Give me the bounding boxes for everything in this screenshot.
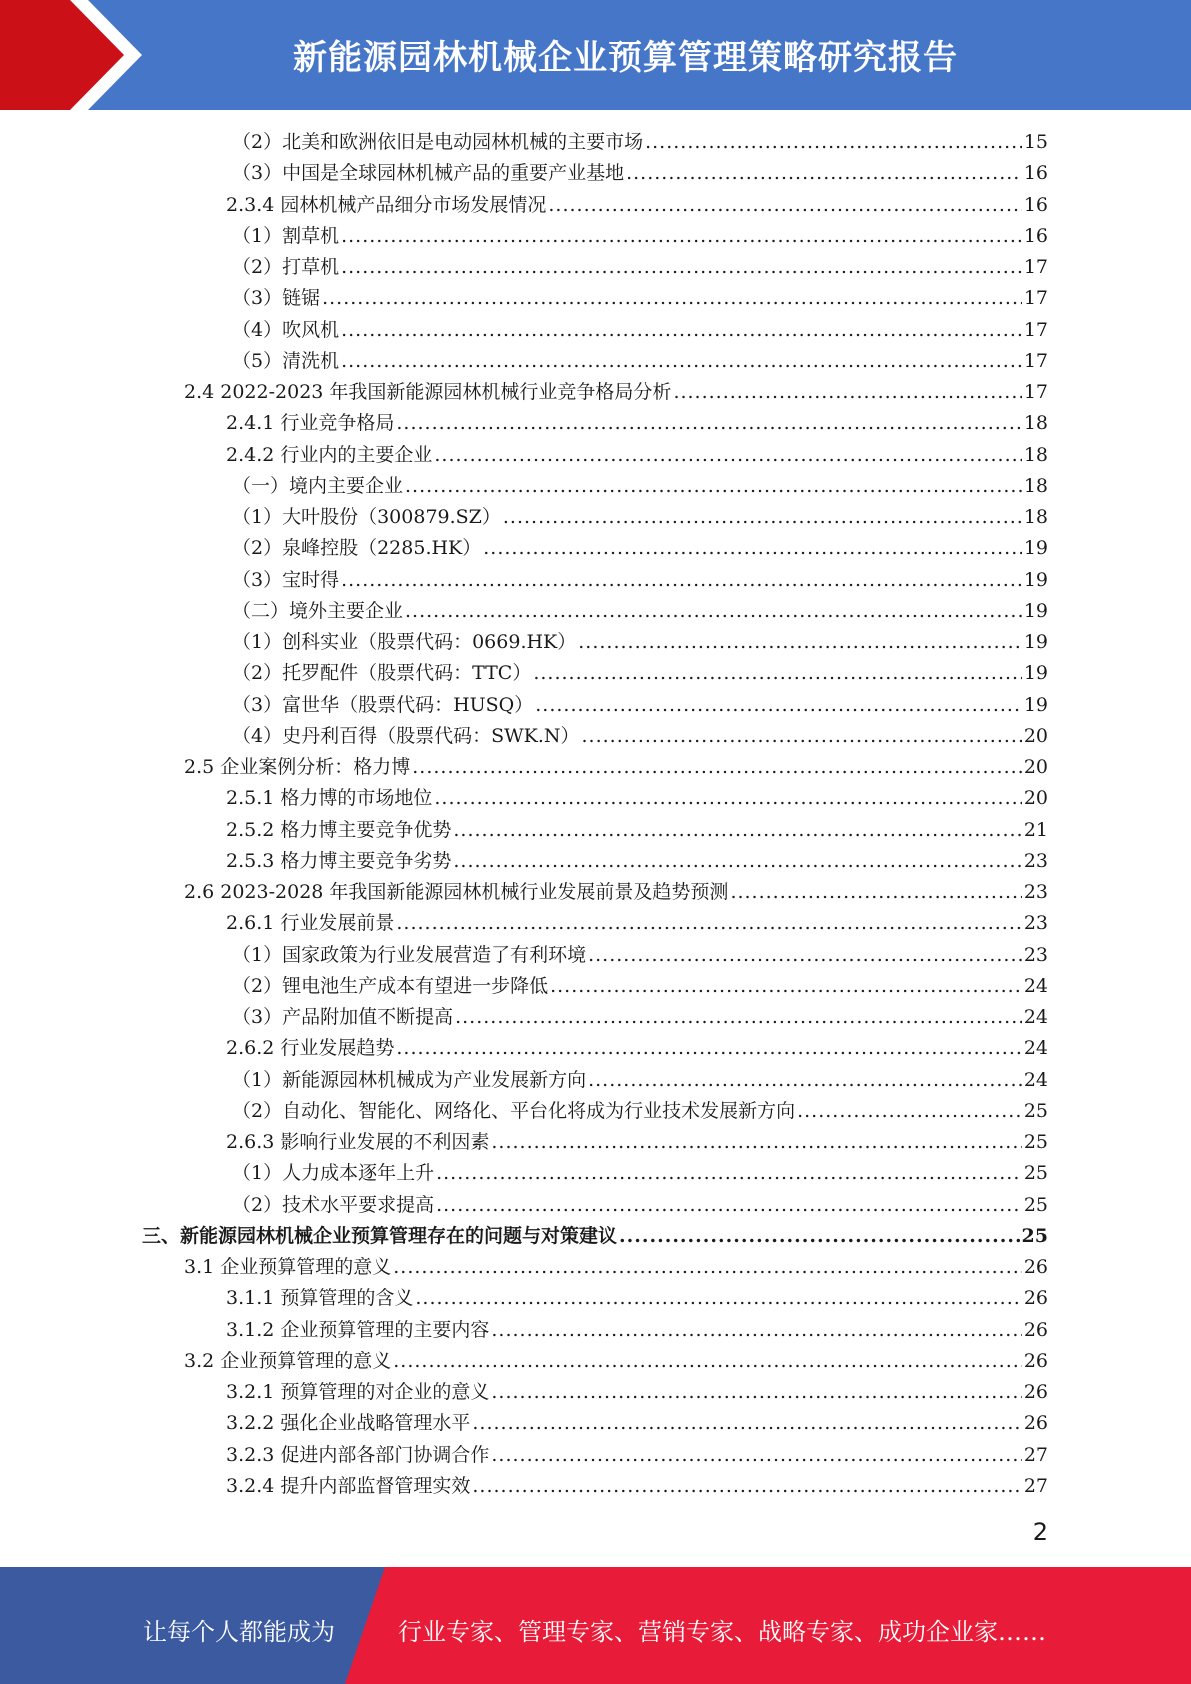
- toc-entry-title: （2）自动化、智能化、网络化、平台化将成为行业技术发展新方向: [232, 1099, 796, 1122]
- toc-entry-title: （3）产品附加值不断提高: [232, 1006, 454, 1028]
- toc-dot-leader: [619, 1221, 1020, 1252]
- toc-entry[interactable]: [0, 1283, 1048, 1314]
- toc-entry-page: 27: [1023, 1443, 1048, 1466]
- toc-entry[interactable]: [0, 471, 1048, 502]
- toc-entry[interactable]: [0, 690, 1048, 721]
- toc-entry-title: （1）新能源园林机械成为产业发展新方向: [232, 1068, 587, 1091]
- toc-dot-leader: [548, 190, 1021, 221]
- toc-entry-title: 3.2.1 预算管理的对企业的意义: [226, 1381, 490, 1403]
- toc-dot-leader: [626, 158, 1022, 189]
- toc-entry-page: 24: [1023, 1006, 1048, 1028]
- toc-entry-title: （3）宝时得: [232, 568, 340, 591]
- report-title: 新能源园林机械企业预算管理策略研究报告: [293, 38, 958, 78]
- toc-entry[interactable]: [0, 1471, 1048, 1502]
- header-bar: [0, 0, 1191, 110]
- toc-entry-page: 23: [1023, 943, 1048, 966]
- toc-entry-page: 23: [1023, 912, 1048, 935]
- toc-entry[interactable]: [0, 940, 1048, 971]
- toc-dot-leader: [491, 1377, 1021, 1408]
- toc-entry-page: 27: [1023, 1474, 1048, 1497]
- toc-entry[interactable]: [0, 752, 1048, 783]
- toc-entry-title: 2.6.3 影响行业发展的不利因素: [226, 1131, 490, 1153]
- toc-entry-title: 3.2.4 提升内部监督管理实效: [226, 1474, 471, 1497]
- toc-entry[interactable]: [0, 908, 1048, 939]
- toc-dot-leader: [645, 127, 1022, 158]
- toc-dot-leader: [550, 971, 1022, 1002]
- toc-entry[interactable]: [0, 971, 1048, 1002]
- toc-entry[interactable]: [0, 1065, 1048, 1096]
- toc-entry[interactable]: [0, 627, 1048, 658]
- toc-entry[interactable]: [0, 440, 1048, 471]
- toc-entry-title: 3.2.2 强化企业战略管理水平: [226, 1412, 471, 1435]
- toc-dot-leader: [582, 721, 1022, 752]
- toc-entry-page: 26: [1023, 1412, 1048, 1435]
- toc-entry-page: 26: [1023, 1318, 1048, 1341]
- toc-entry[interactable]: [0, 315, 1048, 346]
- toc-entry-page: 19: [1023, 568, 1048, 591]
- footer-slogan-left: 让每个人都能成为: [143, 1618, 335, 1646]
- toc-entry-page: 20: [1023, 787, 1048, 810]
- toc-dot-leader: [483, 533, 1022, 564]
- toc-entry-title: 2.6.1 行业发展前景: [226, 912, 395, 935]
- toc-entry-page: 26: [1023, 1256, 1048, 1278]
- toc-entry[interactable]: [0, 1096, 1048, 1127]
- toc-dot-leader: [341, 315, 1022, 346]
- toc-dot-leader: [578, 627, 1022, 658]
- toc-entry-page: 18: [1023, 443, 1048, 466]
- toc-dot-leader: [341, 221, 1022, 252]
- toc-dot-leader: [533, 658, 1021, 689]
- toc-entry[interactable]: [0, 221, 1048, 252]
- toc-entry-title: 2.4.1 行业竞争格局: [226, 412, 395, 435]
- toc-entry-title: 2.4 2022-2023 年我国新能源园林机械行业竞争格局分析: [184, 381, 672, 403]
- toc-dot-leader: [405, 471, 1022, 502]
- toc-entry[interactable]: [0, 783, 1048, 814]
- toc-entry[interactable]: [0, 533, 1048, 564]
- toc-entry[interactable]: [0, 846, 1048, 877]
- toc-entry-title: （1）创科实业（股票代码：0669.HK）: [232, 631, 577, 653]
- toc-entry-title: 三、新能源园林机械企业预算管理存在的问题与对策建议: [142, 1224, 618, 1247]
- toc-entry-title: （1）国家政策为行业发展营造了有利环境: [232, 943, 587, 966]
- toc-entry-title: 3.2.3 促进内部各部门协调合作: [226, 1443, 490, 1466]
- toc-dot-leader: [535, 690, 1022, 721]
- toc-entry-title: （二）境外主要企业: [232, 599, 404, 622]
- toc-entry-page: 19: [1023, 599, 1048, 622]
- toc-entry-page: 26: [1023, 1381, 1048, 1403]
- toc-dot-leader: [730, 877, 1021, 908]
- toc-dot-leader: [453, 846, 1021, 877]
- toc-dot-leader: [393, 1252, 1022, 1283]
- toc-entry-page: 25: [1023, 1193, 1048, 1216]
- toc-entry[interactable]: [0, 815, 1048, 846]
- toc-entry[interactable]: [0, 1252, 1048, 1283]
- toc-dot-leader: [436, 1158, 1022, 1189]
- toc-dot-leader: [797, 1096, 1022, 1127]
- toc-entry-page: 16: [1023, 162, 1048, 185]
- toc-dot-leader: [491, 1440, 1021, 1471]
- toc-entry[interactable]: [0, 1158, 1048, 1189]
- toc-dot-leader: [491, 1315, 1021, 1346]
- toc-entry-page: 24: [1023, 1037, 1048, 1060]
- toc-entry[interactable]: [0, 1221, 1048, 1252]
- toc-entry-title: 3.1.1 预算管理的含义: [226, 1287, 414, 1310]
- toc-entry-title: 2.6.2 行业发展趋势: [226, 1037, 395, 1060]
- toc-entry[interactable]: [0, 346, 1048, 377]
- toc-entry-title: 2.5 企业案例分析：格力博: [184, 756, 411, 778]
- toc-entry-page: 20: [1023, 756, 1048, 778]
- toc-dot-leader: [322, 283, 1022, 314]
- toc-entry-title: （3）中国是全球园林机械产品的重要产业基地: [232, 162, 625, 185]
- toc-entry[interactable]: [0, 1127, 1048, 1158]
- toc-entry-page: 26: [1023, 1349, 1048, 1372]
- toc-dot-leader: [436, 1190, 1022, 1221]
- toc-entry-title: （4）史丹利百得（股票代码：SWK.N）: [232, 724, 580, 747]
- toc-dot-leader: [393, 1346, 1022, 1377]
- toc-entry-page: 24: [1023, 1068, 1048, 1091]
- toc-dot-leader: [396, 408, 1021, 439]
- toc-entry-page: 17: [1023, 381, 1048, 403]
- toc-entry-title: （2）打草机: [232, 256, 340, 278]
- toc-entry-page: 20: [1023, 724, 1048, 747]
- toc-dot-leader: [673, 377, 1021, 408]
- toc-entry[interactable]: [0, 283, 1048, 314]
- toc-dot-leader: [472, 1408, 1021, 1439]
- toc-entry-title: 2.3.4 园林机械产品细分市场发展情况: [226, 193, 547, 216]
- toc-entry-title: （一）境内主要企业: [232, 474, 404, 497]
- toc-entry-title: （3）链锯: [232, 287, 321, 310]
- toc-entry-title: 3.1.2 企业预算管理的主要内容: [226, 1318, 490, 1341]
- toc-entry-page: 19: [1023, 537, 1048, 560]
- toc-entry-title: 2.5.3 格力博主要竞争劣势: [226, 849, 452, 872]
- toc-entry[interactable]: [0, 1190, 1048, 1221]
- table-of-contents: [0, 127, 1191, 1502]
- toc-entry[interactable]: [0, 721, 1048, 752]
- toc-dot-leader: [491, 1127, 1021, 1158]
- toc-entry[interactable]: [0, 565, 1048, 596]
- toc-entry-page: 25: [1023, 1131, 1048, 1153]
- toc-entry-title: （5）清洗机: [232, 349, 340, 372]
- toc-entry[interactable]: [0, 377, 1048, 408]
- toc-entry-page: 25: [1023, 1099, 1048, 1122]
- toc-entry[interactable]: [0, 1377, 1048, 1408]
- toc-entry-page: 24: [1023, 974, 1048, 997]
- toc-entry-page: 21: [1023, 818, 1048, 841]
- toc-entry[interactable]: [0, 658, 1048, 689]
- toc-entry-title: （2）泉峰控股（2285.HK）: [232, 537, 482, 560]
- toc-entry-title: 2.5.1 格力博的市场地位: [226, 787, 433, 810]
- toc-entry[interactable]: [0, 190, 1048, 221]
- footer-bar: [0, 1567, 1191, 1684]
- toc-entry-title: （1）大叶股份（300879.SZ）: [232, 506, 501, 528]
- toc-entry-title: （2）托罗配件（股票代码：TTC）: [232, 662, 532, 685]
- toc-entry[interactable]: [0, 1346, 1048, 1377]
- toc-entry-title: 2.4.2 行业内的主要企业: [226, 443, 433, 466]
- toc-dot-leader: [405, 596, 1022, 627]
- toc-entry-page: 19: [1023, 693, 1048, 716]
- toc-entry-page: 19: [1023, 631, 1048, 653]
- toc-dot-leader: [341, 252, 1022, 283]
- toc-entry[interactable]: [0, 1002, 1048, 1033]
- toc-dot-leader: [472, 1471, 1021, 1502]
- footer-slogan-right: 行业专家、管理专家、营销专家、战略专家、成功企业家……: [398, 1618, 1046, 1646]
- toc-entry[interactable]: [0, 1408, 1048, 1439]
- toc-entry-page: 18: [1023, 412, 1048, 435]
- toc-dot-leader: [434, 440, 1021, 471]
- toc-entry-page: 23: [1023, 849, 1048, 872]
- toc-entry-title: 2.6 2023-2028 年我国新能源园林机械行业发展前景及趋势预测: [184, 881, 729, 903]
- toc-entry[interactable]: [0, 252, 1048, 283]
- toc-dot-leader: [588, 940, 1022, 971]
- toc-entry-title: （2）北美和欧洲依旧是电动园林机械的主要市场: [232, 131, 644, 153]
- toc-dot-leader: [396, 908, 1021, 939]
- toc-entry-title: （3）富世华（股票代码：HUSQ）: [232, 693, 534, 716]
- toc-dot-leader: [396, 1033, 1021, 1064]
- toc-entry-page: 26: [1023, 1287, 1048, 1310]
- toc-dot-leader: [341, 565, 1022, 596]
- toc-entry-page: 18: [1023, 474, 1048, 497]
- toc-dot-leader: [415, 1283, 1021, 1314]
- toc-entry-title: （1）人力成本逐年上升: [232, 1162, 435, 1185]
- toc-entry[interactable]: [0, 596, 1048, 627]
- toc-entry-page: 17: [1023, 256, 1048, 278]
- toc-entry-title: （4）吹风机: [232, 318, 340, 341]
- toc-entry-title: 3.2 企业预算管理的意义: [184, 1349, 392, 1372]
- toc-entry[interactable]: [0, 408, 1048, 439]
- toc-entry-page: 19: [1023, 662, 1048, 685]
- toc-entry-page: 17: [1023, 318, 1048, 341]
- toc-dot-leader: [503, 502, 1022, 533]
- toc-entry-title: 3.1 企业预算管理的意义: [184, 1256, 392, 1278]
- toc-entry-page: 15: [1023, 131, 1048, 153]
- toc-entry-page: 25: [1023, 1162, 1048, 1185]
- toc-entry-page: 16: [1023, 224, 1048, 247]
- toc-dot-leader: [434, 783, 1021, 814]
- toc-entry[interactable]: [0, 1315, 1048, 1346]
- toc-dot-leader: [455, 1002, 1022, 1033]
- toc-entry-title: 2.5.2 格力博主要竞争优势: [226, 818, 452, 841]
- toc-entry[interactable]: [0, 877, 1048, 908]
- toc-entry-page: 23: [1023, 881, 1048, 903]
- toc-entry-page: 16: [1023, 193, 1048, 216]
- toc-entry[interactable]: [0, 127, 1048, 158]
- page-number: 2: [1032, 1518, 1048, 1546]
- toc-entry[interactable]: [0, 158, 1048, 189]
- toc-entry-title: （2）锂电池生产成本有望进一步降低: [232, 974, 549, 997]
- toc-entry[interactable]: [0, 1033, 1048, 1064]
- toc-dot-leader: [453, 815, 1021, 846]
- toc-entry-page: 25: [1021, 1224, 1048, 1247]
- toc-entry-title: （2）技术水平要求提高: [232, 1193, 435, 1216]
- toc-dot-leader: [588, 1065, 1022, 1096]
- toc-entry-title: （1）割草机: [232, 224, 340, 247]
- toc-dot-leader: [412, 752, 1022, 783]
- toc-dot-leader: [341, 346, 1022, 377]
- toc-entry[interactable]: [0, 1440, 1048, 1471]
- toc-entry-page: 18: [1023, 506, 1048, 528]
- toc-entry[interactable]: [0, 502, 1048, 533]
- toc-entry-page: 17: [1023, 349, 1048, 372]
- toc-entry-page: 17: [1023, 287, 1048, 310]
